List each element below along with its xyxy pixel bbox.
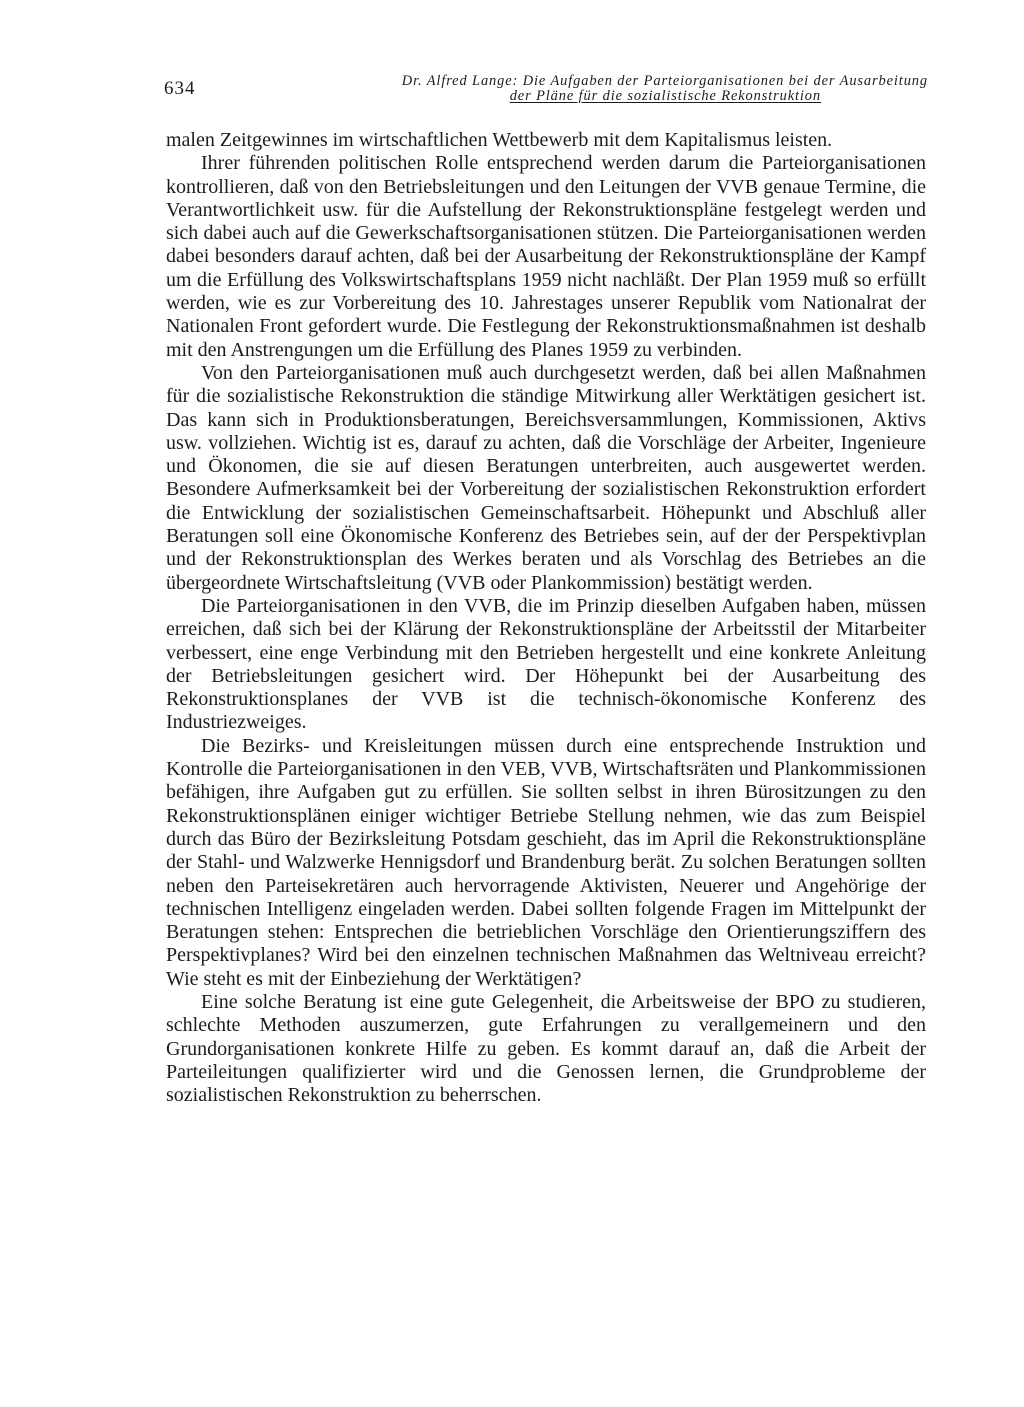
body-text xyxy=(166,129,926,1107)
paragraph: Die Bezirks- und Kreisleitungen müssen durch eine entsprechende Instruktion und Kontrolle die Parteiorganisationen in den VEB, VVB, Wirtschaftsräten und Plankommissionen befähigen, ihre Aufgaben gut zu erfüllen. Sie sollten selbst in ihren Bürositzungen zu den Rekonstruktionsplänen einiger wichtiger Betriebe Stellung nehmen, wie das zum Beispiel durch das Büro der Bezirksleitung Potsdam geschieht, das im April die Rekonstruktionspläne der Stahl- und Walzwerke Hennigsdorf und Brandenburg berät. Zu solchen Beratungen sollten neben den Parteisekretären auch hervorragende Aktivisten, Neuerer und Angehörige der technischen Intelligenz eingeladen werden. Dabei sollten folgende Fragen im Mittelpunkt der Beratungen stehen: Entsprechen die betrieblichen Vorschläge den Orientierungsziffern des Perspektivplanes? Wird bei den einzelnen technischen Maßnahmen das Weltniveau erreicht? Wie steht es mit der Einbeziehung der Werktätigen? xyxy=(166,734,926,990)
paragraph: Eine solche Beratung ist eine gute Gelegenheit, die Arbeitsweise der BPO zu studieren, schlechte Methoden auszumerzen, gute Erfahrungen zu verallgemeinern und den Grundorganisationen konkrete Hilfe zu geben. Es kommt darauf an, daß die Arbeit der Parteileitungen qualifizierter wird und die Genossen lernen, die Grundprobleme der sozialistischen Rekonstruktion zu beherrschen. xyxy=(166,990,926,1107)
paragraph: Die Parteiorganisationen in den VVB, die im Prinzip dieselben Aufgaben haben, müssen erreichen, daß sich bei der Klärung der Rekonstruktionspläne der Arbeitsstil der Mitarbeiter verbessert, eine enge Verbindung mit den Betrieben hergestellt und eine konkrete Anleitung der Betriebsleitungen gesichert wird. Der Höhepunkt bei der Ausarbeitung des Rekonstruktionsplanes der VVB ist die technisch-ökonomische Konferenz des Industriezweiges. xyxy=(166,594,926,734)
paragraph: Von den Parteiorganisationen muß auch durchgesetzt werden, daß bei allen Maßnahmen für die sozialistische Rekonstruktion die ständige Mitwirkung aller Werktätigen gesichert ist. Das kann sich in Produktionsberatungen, Bereichsversammlungen, Kommissionen, Aktivs usw. vollziehen. Wichtig ist es, darauf zu achten, daß die Vorschläge der Arbeiter, Ingenieure und Ökonomen, die sie auf diesen Beratungen unterbreiten, auch ausgewertet werden. Besondere Aufmerksamkeit bei der Vorbereitung der sozialistischen Rekonstruktion erfordert die Entwicklung der sozialistischen Gemeinschaftsarbeit. Höhepunkt und Abschluß aller Beratungen soll eine Ökonomische Konferenz des Betriebes sein, auf der der Perspektivplan und der Rekonstruktionsplan des Werkes beraten und als Vorschlag des Betriebes an die übergeordnete Wirtschaftsleitung (VVB oder Plankommission) bestätigt werden. xyxy=(166,361,926,594)
paragraph-continued: malen Zeitgewinnes im wirtschaftlichen Wettbewerb mit dem Kapitalismus leisten. xyxy=(166,129,833,151)
running-head xyxy=(296,74,928,104)
page-number: 634 xyxy=(164,78,196,99)
running-head-line-2: der Pläne für die sozialistische Rekonstruktion xyxy=(509,88,821,104)
running-head-line-1: Dr. Alfred Lange: Die Aufgaben der Parteiorganisationen bei der Ausarbeitung xyxy=(401,73,928,89)
paragraph: Ihrer führenden politischen Rolle entsprechend werden darum die Parteiorganisationen kontrollieren, daß von den Betriebsleitungen und den Leitungen der VVB genaue Termine, die Verantwortlichkeit usw. für die Aufstellung der Rekonstruktionspläne festgelegt werden und sich dabei auch auf die Gewerkschaftsorganisationen stützen. Die Parteiorganisationen werden dabei besonders darauf achten, daß bei der Ausarbeitung der Rekonstruktionspläne der Kampf um die Erfüllung des Volkswirtschaftsplans 1959 nicht nachläßt. Der Plan 1959 muß so erfüllt werden, wie es zur Vorbereitung des 10. Jahrestages unserer Republik vom Nationalrat der Nationalen Front gefordert wurde. Die Festlegung der Rekonstruktionsmaßnahmen ist deshalb mit den Anstrengungen um die Erfüllung des Planes 1959 zu verbinden. xyxy=(166,152,926,361)
